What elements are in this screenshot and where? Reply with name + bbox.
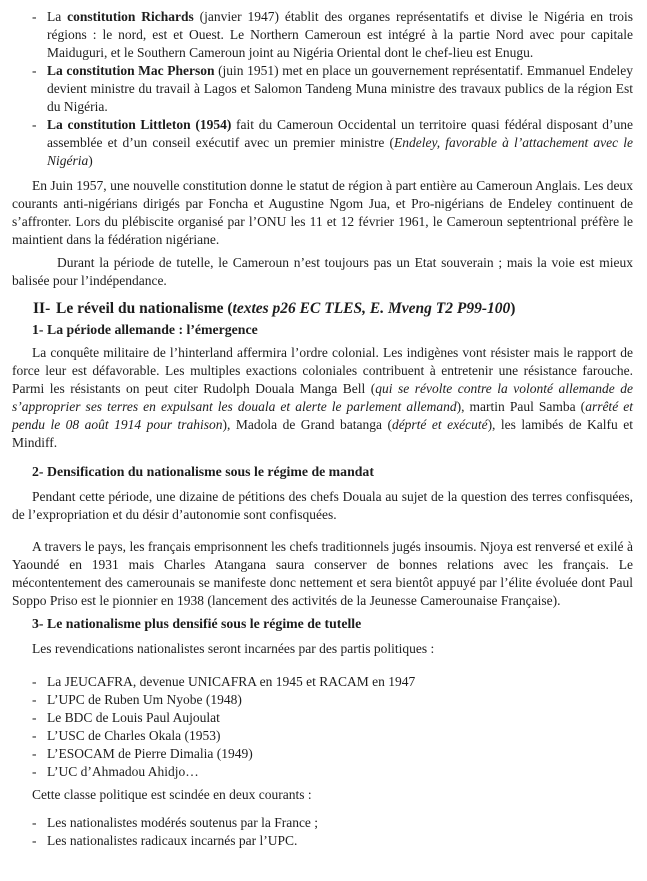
subsection-2-title [12,463,633,481]
subsection-1-title [12,321,633,339]
list-item-text: L’UC d’Ahmadou Ahidjo… [47,764,199,779]
list-item [12,727,633,745]
text-run: La [47,9,68,24]
dash-bullet: - [32,746,37,761]
list-item-text: L’USC de Charles Okala (1953) [47,728,221,743]
dash-bullet: - [32,764,37,779]
dash-bullet: - [32,815,37,830]
list-item [12,62,633,116]
courants-list [12,814,633,850]
subsection-title-text: Le nationalisme plus densifié sous le régime de tutelle [47,616,362,631]
text-run: fait du Cameroun Occidental un territoire quasi fédéral disposant d’une assemblée et d’un conseil exécutif avec un premier ministre ( [47,117,633,150]
text-run-bold: ) [510,300,516,317]
constitutions-list [12,8,633,170]
dash-bullet: - [32,674,37,689]
paragraph-petitions: Pendant cette période, une dizaine de pétitions des chefs Douala au sujet de la question des terres confisquées, de l’expropriation et du désir d’autonomie sont confisquées. [12,489,633,522]
text-run-bold: Le réveil du nationalisme ( [56,300,233,317]
list-item-text: La JEUCAFRA, devenue UNICAFRA en 1945 et RACAM en 1947 [47,674,416,689]
paragraph-revendications: Les revendications nationalistes seront incarnées par des partis politiques : [32,641,435,656]
text-run: La conquête militaire de l’hinterland affermira l’ordre colonial. Les indigènes vont résister mais le rapport de force leur est défavorable. Les multiples exactions coloniales contribuent à entretenir une résistance farouche. Parmi les résistants on peut citer Rudolph Douala Manga Bell ( [12,345,633,396]
paragraph-periode-allemande [12,344,633,452]
text-run: ), martin Paul Samba ( [456,399,586,414]
parties-list [12,673,633,781]
text-run-italic: arrêté et pendu le 08 août 1914 pour trahison [12,399,633,432]
paragraph-deux-courants: Cette classe politique est scindée en deux courants : [32,787,312,802]
list-item [12,763,633,781]
subsection-title-text: La période allemande : l’émergence [47,322,258,337]
list-item [12,745,633,763]
section-ref: textes p26 EC TLES, E. Mveng T2 P99-100 [232,300,511,317]
text-run-bold: constitution Richards [67,9,194,24]
subsection-3-title [12,615,633,633]
list-item-text: L’ESOCAM de Pierre Dimalia (1949) [47,746,253,761]
subsection-number: 3- [32,616,44,631]
list-item-text [47,116,633,170]
list-item [12,8,633,62]
subsection-title-text: Densification du nationalisme sous le régime de mandat [47,464,374,479]
text-run-bold: La constitution Mac Pherson [47,63,215,78]
text-run-bold: La constitution Littleton (1954) [47,117,232,132]
paragraph-chefs-traditionnels: A travers le pays, les français emprisonnent les chefs traditionnels jugés insoumis. Njoya est renversé et exilé à Yaoundé en 1931 mais Charles Atangana saura conserver de bonnes relations avec les français. Le mécontentement des camerounais se manifeste donc nettement et sera bientôt appuyé par l’élite évoluée dont Paul Soppo Priso est le pionnier en 1938 (lancement des activités de la Jeunesse Camerounaise Française). [12,539,633,608]
text-run-italic: déprté et exécuté [391,417,488,432]
subsection-number: 2- [32,464,44,479]
list-item [12,814,633,832]
list-item [12,832,633,850]
text-run: (juin 1951) met en place un gouvernement représentatif. Emmanuel Endeley devient ministre du travail à Lagos et Salomon Tandeng Muna ministre des travaux publics de la région Est du Nigéria. [47,63,633,114]
list-item [12,673,633,691]
section-number: II- [33,300,51,317]
paragraph-tutelle: Durant la période de tutelle, le Cameroun n’est toujours pas un Etat souverain ; mais la voie est mieux balisée pour l’indépendance. [12,255,633,288]
dash-bullet: - [32,63,37,78]
list-item-text: Le BDC de Louis Paul Aujoulat [47,710,220,725]
dash-bullet: - [32,728,37,743]
section-title-text [56,299,633,319]
text-run: (janvier 1947) établit des organes représentatifs et divise le Nigéria en trois régions : le nord, est et Ouest. Le Northern Cameroun est intégré à la partie Nord avec pour capitale Maiduguri, et le Southern Cameroun joint au Nigéria Oriental dont le chef-lieu est Enugu. [47,9,633,60]
list-item-text: Les nationalistes modérés soutenus par la France ; [47,815,319,830]
list-item [12,709,633,727]
subsection-number: 1- [32,322,44,337]
list-item-text [47,62,633,116]
text-run-italic: Endeley, favorable à l’attachement avec le Nigéria [47,135,633,168]
text-run-italic: qui se révolte contre la volonté allemande de s’approprier ses terres en expulsant les douala et alerte le parlement allemand [12,381,633,414]
list-item-text [47,8,633,62]
dash-bullet: - [32,833,37,848]
dash-bullet: - [32,710,37,725]
text-run: ), les lamibés de Kalfu et Mindiff. [12,417,633,450]
list-item [12,691,633,709]
paragraph-juin-1957: En Juin 1957, une nouvelle constitution donne le statut de région à part entière au Cameroun Anglais. Les deux courants anti-nigérians dirigés par Foncha et Augustine Ngom Jua, et Pro-nigérians de Endeley continuent de s’affronter. Lors du plébiscite organisé par l’ONU les 11 et 12 février 1961, le Cameroun septentrional préfère le maintient dans la fédération nigériane. [12,178,633,247]
list-item-text: Les nationalistes radicaux incarnés par l’UPC. [47,833,298,848]
section-title-nationalisme [12,299,633,319]
text-run: ) [88,153,93,168]
list-item [12,116,633,170]
dash-bullet: - [32,117,37,132]
list-item-text: L’UPC de Ruben Um Nyobe (1948) [47,692,242,707]
text-run: ), Madola de Grand batanga ( [222,417,392,432]
dash-bullet: - [32,9,37,24]
dash-bullet: - [32,692,37,707]
